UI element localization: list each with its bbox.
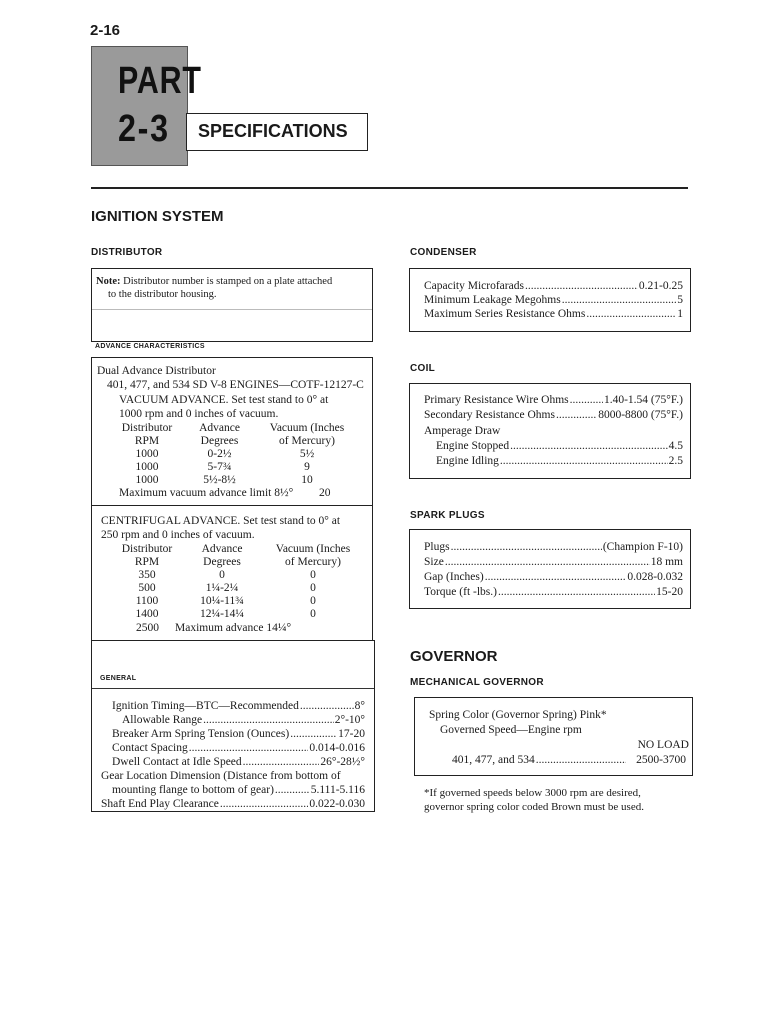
gear-line-2	[112, 783, 365, 797]
vacuum-table	[112, 422, 357, 487]
governor-heading: GOVERNOR	[410, 648, 498, 665]
vacuum-table-header	[112, 435, 357, 448]
coil-item-value: 1.40-1.54 (75°F.)	[603, 394, 683, 406]
condenser-item	[424, 293, 683, 307]
table-cell: 5½	[299, 448, 315, 460]
distributor-note-box	[91, 268, 373, 342]
general-item-value: 2°-10°	[334, 714, 365, 726]
part-number: 2-3	[118, 108, 170, 150]
condenser-item-value: 0.21-0.25	[638, 280, 683, 292]
gear-line-1: Gear Location Dimension (Distance from bottom of	[101, 770, 341, 782]
gear-label: mounting flange to bottom of gear)	[112, 784, 274, 796]
condenser-item	[424, 279, 683, 293]
table-cell: 0	[310, 569, 316, 581]
coil-sub-item	[436, 439, 683, 453]
condenser-item	[424, 307, 683, 321]
coil-item	[424, 408, 683, 422]
spring-color: Spring Color (Governor Spring) Pink*	[429, 709, 607, 721]
condenser-item-value: 5	[677, 294, 683, 306]
distributor-note	[96, 275, 332, 301]
centrifugal-table-header	[112, 543, 364, 556]
spark-plugs-box	[409, 529, 691, 609]
general-item-value: 8°	[354, 700, 365, 712]
vacuum-table-header	[112, 422, 357, 435]
note-label: Note:	[96, 276, 121, 287]
general-divider	[92, 688, 374, 689]
shaft-label: Shaft End Play Clearance	[101, 798, 219, 810]
engines-value: 2500-3700	[636, 754, 686, 766]
general-item-label: Contact Spacing	[112, 742, 188, 754]
amperage-label: Amperage Draw	[424, 425, 501, 437]
centrifugal-col-header: RPM	[134, 556, 160, 568]
governor-engines	[452, 753, 686, 767]
table-cell: 500	[138, 582, 156, 594]
table-cell: 10	[301, 474, 313, 486]
vacuum-max-text: Maximum vacuum advance limit 8½°	[119, 487, 294, 499]
coil-item-label: Secondary Resistance Ohms	[424, 409, 555, 421]
vacuum-line-4: 1000 rpm and 0 inches of vacuum.	[119, 408, 279, 420]
table-cell: 1100	[135, 595, 159, 607]
coil-heading: COIL	[410, 363, 436, 374]
vacuum-col-header: RPM	[134, 435, 160, 447]
governor-footnote-1: *If governed speeds below 3000 rpm are desired,	[424, 787, 641, 799]
governor-footnote-2: governor spring color coded Brown must be used.	[424, 801, 644, 813]
table-cell: 0	[310, 582, 316, 594]
vacuum-col-header: Advance	[199, 422, 240, 434]
centrifugal-last-rpm: 2500	[136, 622, 159, 634]
general-item-label: Ignition Timing—BTC—Recommended	[112, 700, 299, 712]
table-row	[112, 595, 364, 608]
table-cell: 1¼-2¼	[205, 582, 239, 594]
spark-plug-item-value: 0.028-0.032	[627, 571, 683, 583]
shaft-value: 0.022-0.030	[309, 798, 365, 810]
centrifugal-col-header: Distributor	[121, 543, 173, 555]
mechanical-governor-heading: MECHANICAL GOVERNOR	[410, 677, 544, 688]
general-item-label: Dwell Contact at Idle Speed	[112, 756, 242, 768]
centrifugal-col-header: of Mercury)	[285, 556, 341, 568]
vacuum-col-header: Distributor	[121, 422, 173, 434]
coil-sub-item-label: Engine Stopped	[436, 440, 510, 452]
engines-label: 401, 477, and 534	[452, 754, 535, 766]
table-cell: 0	[310, 595, 316, 607]
note-text-2: to the distributor housing.	[108, 289, 217, 300]
spark-plug-item	[424, 570, 683, 584]
centrifugal-col-header: Advance	[201, 543, 243, 555]
gear-value: 5.111-5.116	[310, 784, 365, 796]
vacuum-line-1: Dual Advance Distributor	[97, 365, 216, 377]
spark-plug-item-label: Torque (ft -lbs.)	[424, 586, 497, 598]
spark-plug-item-label: Gap (Inches)	[424, 571, 484, 583]
vacuum-line-3	[119, 393, 367, 407]
spark-plug-item-label: Size	[424, 556, 444, 568]
centrifugal-line-2: 250 rpm and 0 inches of vacuum.	[101, 529, 255, 541]
table-row	[112, 448, 357, 461]
distributor-heading: DISTRIBUTOR	[91, 247, 163, 258]
condenser-item-value: 1	[677, 308, 683, 320]
table-cell: 0	[219, 569, 225, 581]
spark-plug-item-label: Plugs	[424, 541, 450, 553]
centrifugal-table-header	[112, 556, 364, 569]
coil-sub-item-value: 2.5	[668, 455, 683, 467]
table-cell: 9	[304, 461, 310, 473]
centrifugal-last-text: Maximum advance 14¼°	[175, 622, 292, 634]
advance-characteristics-heading: ADVANCE CHARACTERISTICS	[95, 343, 205, 350]
table-row	[112, 569, 364, 582]
coil-sub-item	[436, 454, 683, 468]
page-number: 2-16	[90, 22, 121, 39]
spark-plug-item-value: (Champion F-10)	[602, 541, 683, 553]
table-cell: 0-2½	[207, 448, 232, 460]
general-item	[122, 713, 365, 727]
condenser-box	[409, 268, 691, 332]
centrifugal-col-header: Degrees	[203, 556, 241, 568]
vacuum-line-2: 401, 477, and 534 SD V-8 ENGINES—COTF-12127-C	[107, 379, 364, 391]
centrifugal-col-header: Vacuum (Inches	[275, 543, 351, 555]
condenser-item-label: Capacity Microfarads	[424, 280, 524, 292]
table-cell: 1000	[135, 461, 159, 473]
governed-speed: Governed Speed—Engine rpm	[440, 724, 582, 736]
condenser-item-label: Minimum Leakage Megohms	[424, 294, 561, 306]
spark-plug-item-value: 18 mm	[650, 556, 683, 568]
coil-sub-item-label: Engine Idling	[436, 455, 499, 467]
spark-plug-item	[424, 540, 683, 554]
shaft-end-play	[101, 797, 365, 811]
general-box	[91, 640, 375, 812]
general-item-value: 26°-28½°	[320, 756, 365, 768]
table-row	[112, 608, 364, 621]
centrifugal-line-1: CENTRIFUGAL ADVANCE. Set test stand to 0° at	[101, 515, 341, 527]
note-text: Distributor number is stamped on a plate attached	[123, 276, 333, 287]
vacuum-col-header: of Mercury)	[279, 435, 335, 447]
general-item-label: Allowable Range	[122, 714, 203, 726]
general-item-label: Breaker Arm Spring Tension (Ounces)	[112, 728, 290, 740]
part-word: PART	[118, 60, 202, 102]
table-cell: 0	[310, 608, 316, 620]
table-cell: 10¼-11¾	[200, 595, 244, 607]
table-row	[112, 582, 364, 595]
table-cell: 1000	[135, 474, 159, 486]
table-cell: 1400	[135, 608, 159, 620]
general-item	[112, 727, 365, 741]
table-row	[112, 461, 357, 474]
spark-plugs-heading: SPARK PLUGS	[410, 510, 485, 521]
general-heading: GENERAL	[100, 675, 137, 682]
vacuum-max-value: 20	[319, 487, 331, 499]
vacuum-col-header: Degrees	[200, 435, 239, 447]
coil-sub-item-value: 4.5	[668, 440, 683, 452]
section-heading: IGNITION SYSTEM	[91, 208, 224, 225]
general-item	[112, 741, 365, 755]
spark-plug-item	[424, 585, 683, 599]
note-divider	[92, 309, 372, 310]
centrifugal-advance-box	[91, 505, 373, 642]
vacuum-advance-box	[91, 357, 373, 507]
general-item-value: 0.014-0.016	[309, 742, 365, 754]
vacuum-col-header: Vacuum (Inches	[269, 422, 345, 434]
coil-box	[409, 383, 691, 479]
general-item-value: 17-20	[338, 728, 365, 740]
table-cell: 5½-8½	[203, 474, 236, 486]
page-title: SPECIFICATIONS	[198, 121, 348, 141]
condenser-item-label: Maximum Series Resistance Ohms	[424, 308, 586, 320]
coil-item-value: 8000-8800 (75°F.)	[598, 409, 683, 421]
table-cell: 1000	[135, 448, 159, 460]
table-cell: 5-7¾	[207, 461, 232, 473]
vacuum-line-3-text: VACUUM ADVANCE. Set test stand to 0° at	[119, 394, 329, 406]
centrifugal-table	[112, 543, 364, 621]
spark-plug-item	[424, 555, 683, 569]
general-item	[112, 755, 365, 769]
condenser-heading: CONDENSER	[410, 247, 477, 258]
header-rule	[91, 187, 688, 189]
table-cell: 12¼-14¼	[199, 608, 245, 620]
governor-box	[414, 697, 693, 776]
table-cell: 350	[138, 569, 156, 581]
coil-item	[424, 393, 683, 407]
coil-item-label: Primary Resistance Wire Ohms	[424, 394, 569, 406]
general-item	[112, 699, 365, 713]
spark-plug-item-value: 15-20	[656, 586, 683, 598]
no-load-label: NO LOAD	[637, 739, 689, 751]
